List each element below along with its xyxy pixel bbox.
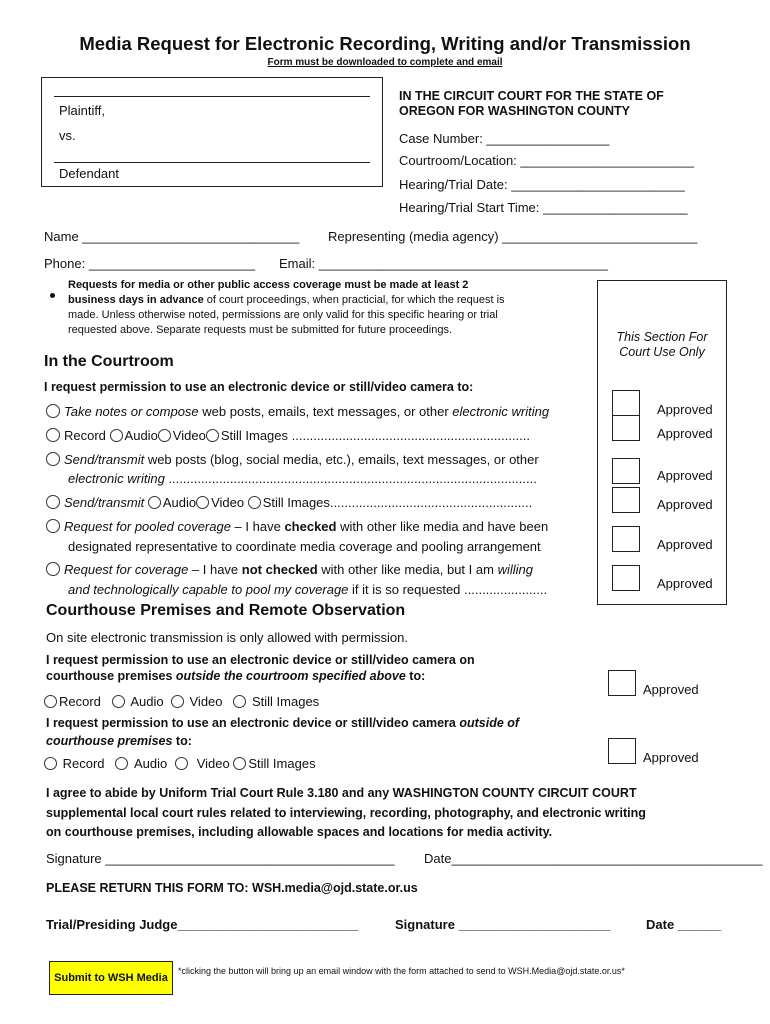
plaintiff-label: Plaintiff,	[59, 103, 106, 118]
still-images-radio[interactable]	[206, 429, 219, 442]
premises-req2-end: to:	[172, 734, 192, 748]
approve-send-writing-checkbox[interactable]	[612, 458, 640, 484]
remote-record-label: Record	[62, 756, 105, 771]
transmit-dots: ........................................................	[329, 495, 533, 510]
premises-options-1	[44, 694, 319, 709]
pooled-coverage-line2: designated representative to coordinate media coverage and pooling arrangement	[68, 539, 541, 554]
request-coverage-line2	[68, 582, 547, 597]
premises1-still-radio[interactable]	[233, 695, 246, 708]
premises-req1-bold: courthouse premises	[46, 669, 176, 683]
vs-label: vs.	[59, 128, 76, 143]
approve-take-notes-checkbox[interactable]	[612, 390, 640, 416]
case-number-field[interactable]: Case Number: _________________	[399, 131, 610, 146]
option-send-transmit-writing-line2	[68, 471, 537, 486]
request-coverage-label: Request for coverage –	[64, 562, 200, 577]
remote-still-radio[interactable]	[233, 757, 246, 770]
coverage-capable: and technologically capable to pool my coverage	[68, 582, 349, 597]
remote-audio-label: Audio	[134, 756, 168, 771]
courtroom-heading: In the Courtroom	[44, 353, 174, 370]
form-subtitle: Form must be downloaded to complete and email	[267, 57, 503, 68]
premises1-video-label: Video	[189, 694, 223, 709]
courtroom-intro: I request permission to use an electronic device or still/video camera to:	[44, 380, 474, 394]
option-take-notes	[46, 404, 549, 419]
premises-req1-line1: I request permission to use an electronic device or still/video camera on	[46, 653, 475, 667]
remote-still-label: Still Images	[248, 756, 316, 771]
take-notes-label-end: electronic writing	[452, 404, 550, 419]
approved-label-3: Approved	[657, 468, 713, 483]
video-radio[interactable]	[158, 429, 171, 442]
transmit-audio-radio[interactable]	[148, 496, 161, 509]
premises1-audio-radio[interactable]	[112, 695, 125, 708]
audio-label: Audio	[124, 428, 158, 443]
coverage-text3: if it is so requested .......................	[348, 582, 548, 597]
option-send-transmit-writing	[46, 452, 539, 467]
notice-rest: of court proceedings, when practicial, for which the request is	[203, 294, 505, 306]
pooled-coverage-radio[interactable]	[46, 519, 60, 533]
premises-heading: Courthouse Premises and Remote Observation	[46, 602, 406, 619]
premises1-record-radio[interactable]	[44, 695, 57, 708]
option-pooled-coverage	[46, 519, 548, 534]
transmit-video-radio[interactable]	[196, 496, 209, 509]
courtroom-location-field[interactable]: Courtroom/Location: ________________________	[399, 153, 694, 168]
hearing-start-time-field[interactable]: Hearing/Trial Start Time: ____________________	[399, 200, 688, 215]
take-notes-text: web posts, emails, text messages, or other	[198, 404, 453, 419]
premises1-audio-label: Audio	[130, 694, 164, 709]
phone-field[interactable]: Phone: _______________________	[44, 256, 256, 271]
record-dots: ..................................................................	[288, 428, 531, 443]
audio-radio[interactable]	[110, 429, 123, 442]
coverage-text1: I have	[199, 562, 242, 577]
court-use-line1: This Section For	[616, 330, 708, 344]
submit-note: *clicking the button will bring up an email window with the form attached to send to WSH.Media@ojd.state.or.us*	[178, 966, 625, 976]
send-transmit-label: Send/transmit	[64, 452, 145, 467]
send-transmit-media-radio[interactable]	[46, 495, 60, 509]
court-use-line2: Court Use Only	[619, 345, 705, 359]
representing-field[interactable]: Representing (media agency) ___________________________	[328, 229, 698, 244]
name-field[interactable]: Name ______________________________	[44, 229, 300, 244]
approved-label-4: Approved	[657, 497, 713, 512]
transmit-audio-label: Audio	[162, 495, 197, 510]
defendant-label: Defendant	[59, 166, 119, 181]
send-transmit-text: web posts (blog, social media, etc.), emails, text messages, or other	[144, 452, 539, 467]
electronic-writing-label: electronic writing	[68, 471, 165, 486]
send-transmit-writing-radio[interactable]	[46, 452, 60, 466]
notice-line4: requested above. Separate requests must be submitted for future proceedings.	[68, 324, 453, 336]
notice-line2	[68, 294, 505, 306]
remote-audio-radio[interactable]	[115, 757, 128, 770]
approved-label-6: Approved	[657, 576, 713, 591]
electronic-writing-dots: ......................................................................................................	[164, 471, 537, 486]
court-use-box	[597, 280, 727, 605]
record-radio[interactable]	[46, 428, 60, 442]
approve-record-checkbox[interactable]	[612, 415, 640, 441]
premises-req2-line2	[46, 734, 192, 748]
court-heading-line2: OREGON FOR WASHINGTON COUNTY	[399, 104, 631, 118]
pooled-coverage-label: Request for pooled coverage –	[64, 519, 242, 534]
approved-label-8: Approved	[643, 750, 699, 765]
premises1-still-label: Still Images	[251, 694, 320, 709]
coverage-willing: willing	[497, 562, 533, 577]
still-images-label: Still Images	[220, 428, 289, 443]
judge-signature-field[interactable]: Signature _____________________	[395, 917, 611, 932]
remote-video-label: Video	[196, 756, 230, 771]
transmit-still-label: Still Images	[262, 495, 330, 510]
pooled-text1: I have	[241, 519, 285, 534]
pooled-checked: checked	[284, 519, 337, 534]
remote-record-radio[interactable]	[44, 757, 57, 770]
transmit-still-radio[interactable]	[248, 496, 261, 509]
approved-label-1: Approved	[657, 402, 713, 417]
approve-remote-checkbox[interactable]	[608, 738, 636, 764]
take-notes-label: Take notes or compose	[64, 404, 199, 419]
agreement-line2: supplemental local court rules related to interviewing, recording, photography, and electronic writing	[46, 806, 646, 820]
date-field[interactable]: Date___________________________________________	[424, 851, 763, 866]
approve-coverage-checkbox[interactable]	[612, 565, 640, 591]
approve-send-media-checkbox[interactable]	[612, 487, 640, 513]
transmit-video-label: Video	[211, 495, 245, 510]
approved-label-2: Approved	[657, 426, 713, 441]
premises-req1-italic: outside the courtroom specified above	[175, 669, 406, 683]
remote-video-radio[interactable]	[175, 757, 188, 770]
premises-req2-italic2: courthouse premises	[46, 734, 173, 748]
form-title: Media Request for Electronic Recording, Writing and/or Transmission	[79, 33, 691, 54]
coverage-not-checked: not checked	[241, 562, 318, 577]
take-notes-radio[interactable]	[46, 404, 60, 418]
approve-pooled-checkbox[interactable]	[612, 526, 640, 552]
premises-req2-line1	[46, 716, 519, 730]
defendant-line[interactable]	[54, 162, 370, 163]
party-box	[41, 77, 383, 187]
return-instructions: PLEASE RETURN THIS FORM TO: WSH.media@ojd.state.or.us	[46, 881, 418, 895]
notice-bold-line2: business days in advance	[68, 294, 204, 306]
agreement-line1: I agree to abide by Uniform Trial Court Rule 3.180 and any WASHINGTON COUNTY CIRCUIT COURT	[46, 786, 637, 800]
premises-req2-bold: I request permission to use an electronic device or still/video camera	[46, 716, 460, 730]
approved-label-5: Approved	[657, 537, 713, 552]
premises1-record-label: Record	[59, 694, 101, 709]
hearing-date-field[interactable]: Hearing/Trial Date: ________________________	[399, 177, 685, 192]
coverage-text2: with other like media, but I am	[317, 562, 498, 577]
approved-label-7: Approved	[643, 682, 699, 697]
premises1-video-radio[interactable]	[171, 695, 184, 708]
send-transmit-media-label: Send/transmit	[64, 495, 145, 510]
premises-options-2	[44, 756, 316, 771]
email-field[interactable]: Email: ________________________________________	[279, 256, 608, 271]
plaintiff-line[interactable]	[54, 96, 370, 97]
option-request-coverage	[46, 562, 533, 577]
premises-req2-italic: outside of	[459, 716, 520, 730]
judge-date-field[interactable]: Date ______	[646, 917, 722, 932]
submit-button[interactable]: Submit to WSH Media	[49, 961, 173, 995]
pooled-text2: with other like media and have been	[336, 519, 549, 534]
judge-field[interactable]: Trial/Presiding Judge_________________________	[46, 917, 359, 932]
agreement-line3: on courthouse premises, including allowable spaces and locations for media activity.	[46, 825, 553, 839]
court-heading-line1: IN THE CIRCUIT COURT FOR THE STATE OF	[399, 89, 664, 103]
notice-line3: made. Unless otherwise noted, permissions are only valid for this specific hearing or trial	[68, 309, 498, 321]
premises-req1-line2	[46, 669, 425, 683]
premises-req1-end: to:	[405, 669, 426, 683]
request-coverage-radio[interactable]	[46, 562, 60, 576]
signature-field[interactable]: Signature ________________________________________	[46, 851, 395, 866]
option-send-transmit-media	[46, 495, 532, 510]
record-label: Record	[64, 428, 106, 443]
approve-premises-checkbox[interactable]	[608, 670, 636, 696]
premises-note: On site electronic transmission is only allowed with permission.	[46, 630, 408, 645]
notice-bullet	[50, 285, 55, 303]
video-label: Video	[172, 428, 206, 443]
notice-bold-line1: Requests for media or other public access coverage must be made at least 2	[68, 279, 469, 291]
option-record	[46, 428, 530, 443]
